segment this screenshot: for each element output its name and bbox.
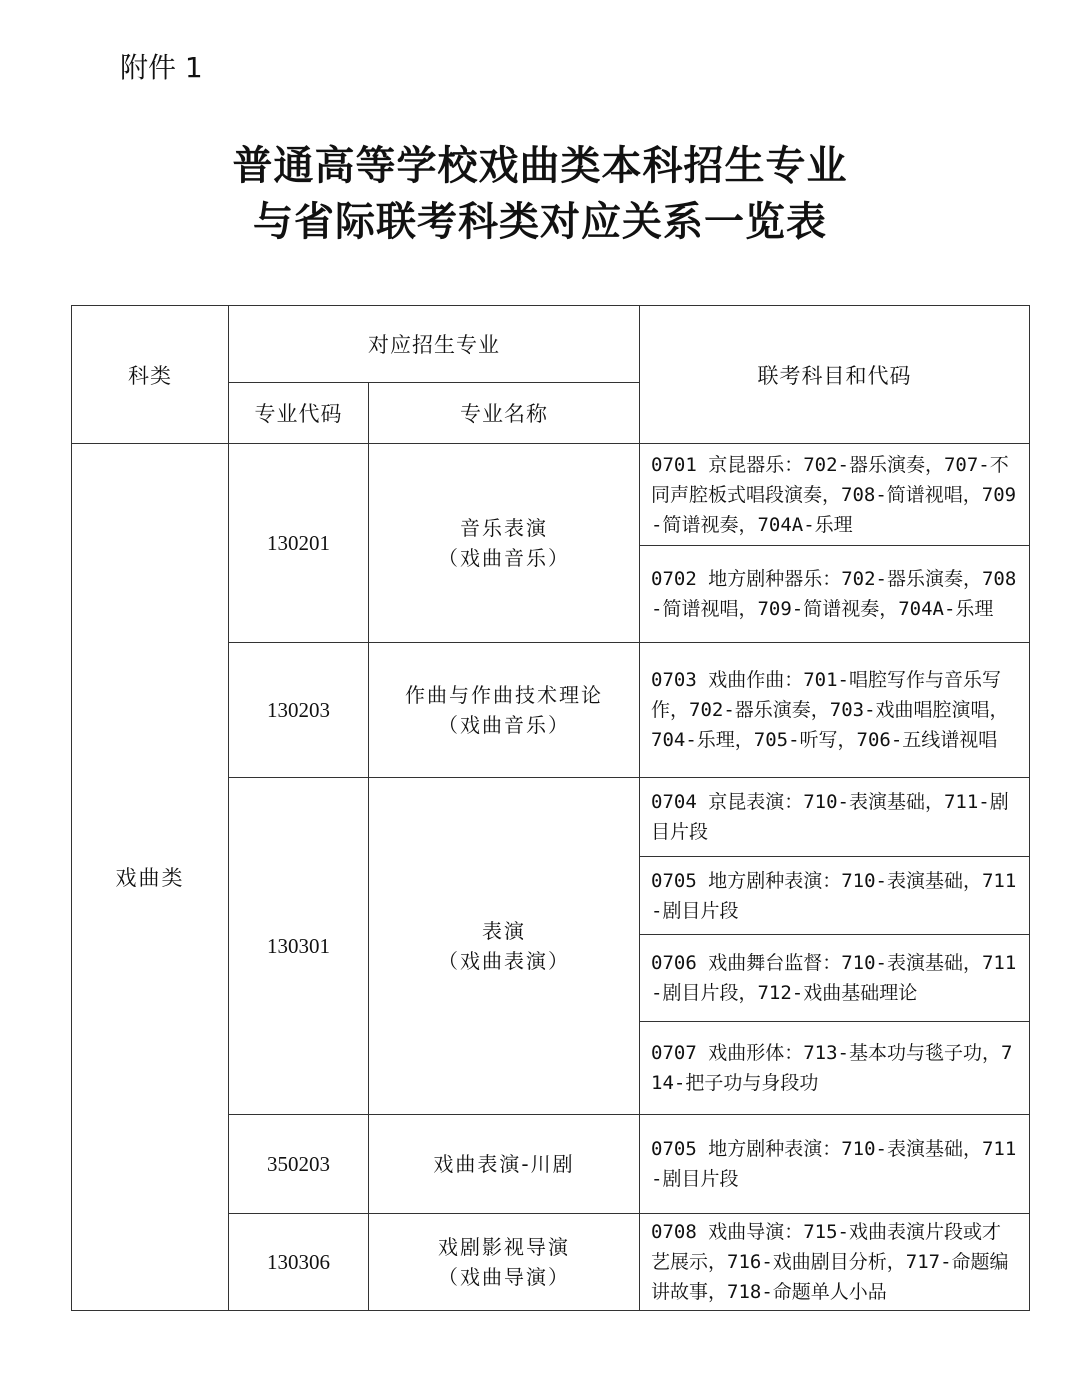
- mapping-table: [71, 305, 1030, 1311]
- major-code-cell: 130306: [229, 1214, 369, 1311]
- header-row-1: [72, 306, 1030, 383]
- header-category: 科类: [72, 306, 229, 444]
- title-line-2: 与省际联考科类对应关系一览表: [253, 198, 827, 245]
- major-name: 音乐表演: [460, 516, 548, 540]
- major-code-cell: 130201: [229, 444, 369, 643]
- exam-cell: 0705 地方剧种表演：710-表演基础，711-剧目片段: [640, 857, 1030, 935]
- major-code-cell: 350203: [229, 1115, 369, 1214]
- table-row: [72, 444, 1030, 546]
- title-line-1: 普通高等学校戏曲类本科招生专业: [232, 142, 848, 189]
- major-direction: （戏曲音乐）: [438, 546, 570, 570]
- major-direction: （戏曲音乐）: [438, 713, 570, 737]
- header-major-code: 专业代码: [229, 383, 369, 444]
- major-name: 作曲与作曲技术理论: [405, 683, 603, 707]
- exam-cell: 0702 地方剧种器乐：702-器乐演奏，708-简谱视唱，709-简谱视奏，704A-乐理: [640, 546, 1030, 643]
- major-name: 戏曲表演-川剧: [433, 1152, 575, 1176]
- exam-cell: 0706 戏曲舞台监督：710-表演基础，711-剧目片段，712-戏曲基础理论: [640, 935, 1030, 1022]
- exam-cell: 0707 戏曲形体：713-基本功与毯子功，714-把子功与身段功: [640, 1022, 1030, 1115]
- major-name-cell: [369, 643, 640, 778]
- major-direction: （戏曲导演）: [438, 1265, 570, 1289]
- major-direction: （戏曲表演）: [438, 949, 570, 973]
- major-name-cell: [369, 1214, 640, 1311]
- major-name-cell: [369, 444, 640, 643]
- major-name: 戏剧影视导演: [438, 1235, 570, 1259]
- major-code-cell: 130301: [229, 778, 369, 1115]
- header-major-name: 专业名称: [369, 383, 640, 444]
- category-cell: 戏曲类: [72, 444, 229, 1311]
- exam-cell: 0704 京昆表演：710-表演基础，711-剧目片段: [640, 778, 1030, 857]
- major-code-cell: 130203: [229, 643, 369, 778]
- exam-cell: 0701 京昆器乐：702-器乐演奏，707-不同声腔板式唱段演奏，708-简谱视唱，709-简谱视奏，704A-乐理: [640, 444, 1030, 546]
- page-title: [0, 138, 1080, 250]
- major-name-cell: [369, 778, 640, 1115]
- exam-cell: 0703 戏曲作曲：701-唱腔写作与音乐写作，702-器乐演奏，703-戏曲唱腔演唱，704-乐理，705-听写，706-五线谱视唱: [640, 643, 1030, 778]
- exam-cell: 0705 地方剧种表演：710-表演基础，711-剧目片段: [640, 1115, 1030, 1214]
- major-name-cell: [369, 1115, 640, 1214]
- header-major-group: 对应招生专业: [229, 306, 640, 383]
- major-name: 表演: [482, 919, 526, 943]
- attachment-label: 附件 1: [120, 51, 203, 84]
- exam-cell: 0708 戏曲导演：715-戏曲表演片段或才艺展示，716-戏曲剧目分析，717-命题编讲故事，718-命题单人小品: [640, 1214, 1030, 1311]
- header-exam: 联考科目和代码: [640, 306, 1030, 444]
